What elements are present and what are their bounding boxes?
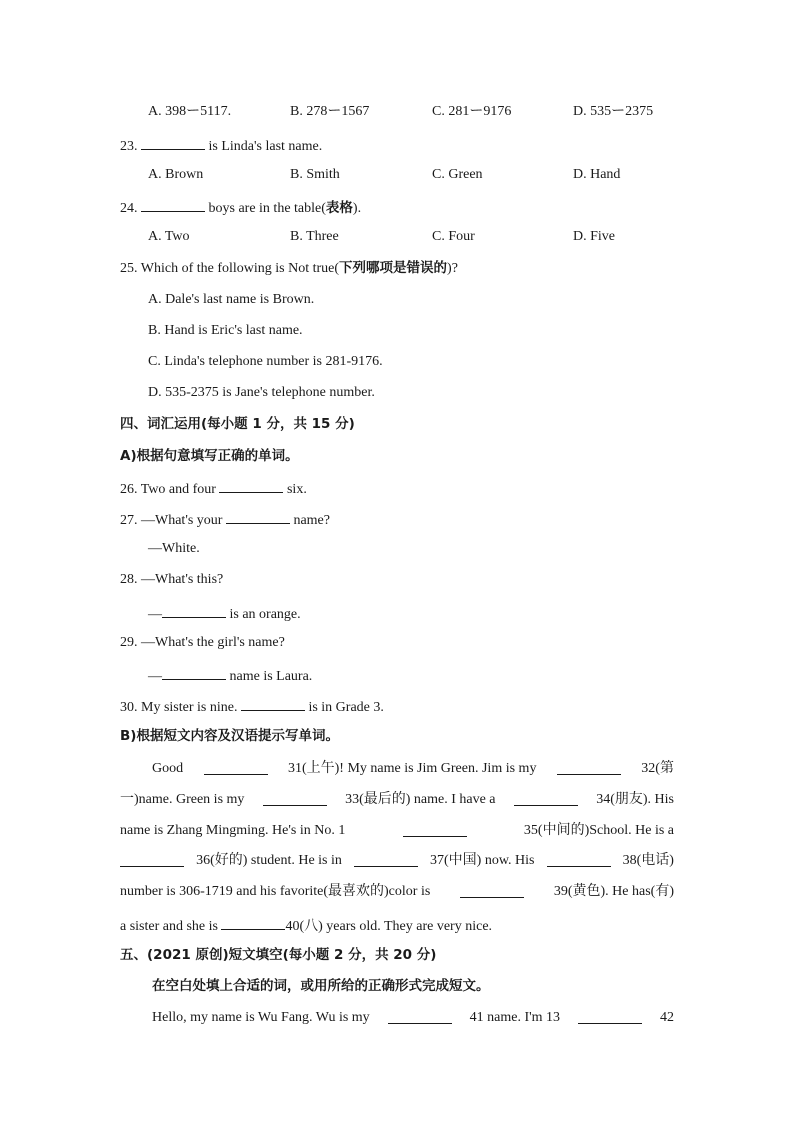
blank-31[interactable] — [204, 760, 268, 775]
blank-33[interactable] — [263, 791, 327, 806]
q29-end: name is Laura. — [226, 669, 313, 684]
q26 — [120, 478, 307, 499]
q27 — [120, 509, 330, 530]
passage-text: 32(第 — [641, 761, 674, 776]
blank-36[interactable] — [120, 852, 184, 867]
q24-stem — [120, 197, 361, 218]
passage-text: 31(上午)! My name is Jim Green. Jim is my — [287, 761, 537, 776]
q29-dash: — — [148, 669, 162, 684]
q25-text: 25. Which of the following is Not true( — [120, 261, 340, 276]
q25-option-d: D. 535-2375 is Jane's telephone number. — [148, 385, 375, 400]
q23-stem — [120, 135, 322, 156]
section5-heading: 五、(2021 原创)短文填空(每小题 2 分，共 20 分) — [120, 947, 437, 963]
passage-line-3 — [120, 822, 674, 840]
section4-part-a: A)根据句意填写正确的单词。 — [120, 448, 299, 464]
q28-answer — [148, 603, 301, 624]
passage-text: 34(朋友). His — [596, 792, 674, 807]
section4-part-b: B)根据短文内容及汉语提示写单词。 — [120, 728, 339, 744]
passage-text: number is 306-1719 and his favorite(最喜欢的)color is — [120, 884, 431, 899]
passage2-text: Hello, my name is Wu Fang. Wu is my — [152, 1010, 370, 1025]
q23-blank[interactable] — [141, 135, 205, 150]
passage-line-6 — [120, 915, 492, 936]
passage2-line-1 — [152, 1009, 674, 1027]
passage-text: 38(电话) — [622, 853, 674, 868]
passage-text: 36(好的) student. He is in — [196, 853, 342, 868]
q29-question: 29. —What's the girl's name? — [120, 635, 285, 650]
passage-text: name is Zhang Mingming. He's in No. 1 — [120, 823, 346, 838]
q23-option-c: C. Green — [432, 167, 483, 182]
passage-text: 33(最后的) name. I have a — [345, 792, 496, 807]
q28-question: 28. —What's this? — [120, 572, 224, 587]
blank-35[interactable] — [403, 822, 467, 837]
blank-42[interactable] — [578, 1009, 642, 1024]
blank-40[interactable] — [221, 915, 285, 930]
q22-option-a: A. 398ー5117. — [148, 104, 232, 119]
q30-text: 30. My sister is nine. — [120, 700, 241, 715]
q29-blank[interactable] — [162, 665, 226, 680]
q24-number: 24. — [120, 201, 141, 216]
q28-blank[interactable] — [162, 603, 226, 618]
passage-text: 39(黄色). He has(有) — [553, 884, 674, 899]
passage-text: 35(中间的)School. He is a — [523, 823, 674, 838]
q27-blank[interactable] — [226, 509, 290, 524]
q23-number: 23. — [120, 139, 141, 154]
q24-option-a: A. Two — [148, 229, 190, 244]
blank-32[interactable] — [557, 760, 621, 775]
q22-option-c: C. 281ー9176 — [432, 104, 512, 119]
q27-text: 27. —What's your — [120, 513, 226, 528]
q26-blank[interactable] — [219, 478, 283, 493]
q26-end: six. — [283, 482, 307, 497]
q30-blank[interactable] — [241, 696, 305, 711]
passage-line-4 — [120, 852, 674, 870]
q23-text: is Linda's last name. — [205, 139, 323, 154]
q23-option-a: A. Brown — [148, 167, 204, 182]
q28-dash: — — [148, 607, 162, 622]
q25-hint: 下列哪项是错误的 — [339, 260, 448, 276]
passage-text: Good — [152, 761, 184, 776]
q26-text: 26. Two and four — [120, 482, 220, 497]
blank-39[interactable] — [460, 883, 524, 898]
q24-blank[interactable] — [141, 197, 205, 212]
q24-option-c: C. Four — [432, 229, 475, 244]
q30 — [120, 696, 384, 717]
blank-41[interactable] — [388, 1009, 452, 1024]
q27-reply: —White. — [148, 541, 200, 556]
passage2-text: 41 name. I'm 13 — [469, 1010, 561, 1025]
passage2-text: 42 — [659, 1010, 674, 1025]
passage-line-1 — [152, 760, 674, 778]
q25-option-a: A. Dale's last name is Brown. — [148, 292, 315, 307]
q24-hint: 表格 — [325, 200, 353, 216]
section5-instructions: 在空白处填上合适的词，或用所给的正确形式完成短文。 — [152, 978, 490, 994]
q28-end: is an orange. — [226, 607, 301, 622]
passage-text: 一)name. Green is my — [120, 792, 245, 807]
q24-text: boys are in the table( — [205, 201, 326, 216]
passage-text: a sister and she is — [120, 919, 222, 934]
q22-option-d: D. 535ー2375 — [573, 104, 654, 119]
blank-34[interactable] — [514, 791, 578, 806]
section4-heading: 四、词汇运用(每小题 1 分，共 15 分) — [120, 416, 355, 432]
blank-37[interactable] — [354, 852, 418, 867]
passage-line-5 — [120, 883, 674, 901]
q22-option-b: B. 278ー1567 — [290, 104, 370, 119]
q25-option-c: C. Linda's telephone number is 281-9176. — [148, 354, 383, 369]
q25-option-b: B. Hand is Eric's last name. — [148, 323, 303, 338]
q23-option-b: B. Smith — [290, 167, 340, 182]
q25-stem — [120, 259, 458, 278]
q24-end: ). — [352, 201, 362, 216]
q24-option-d: D. Five — [573, 229, 615, 244]
q27-end: name? — [289, 513, 330, 528]
passage-text: 40(八) years old. They are very nice. — [285, 919, 493, 934]
q29-answer — [148, 665, 312, 686]
blank-38[interactable] — [547, 852, 611, 867]
q23-option-d: D. Hand — [573, 167, 621, 182]
passage-line-2 — [120, 791, 674, 809]
passage-text: 37(中国) now. His — [430, 853, 535, 868]
q30-end: is in Grade 3. — [304, 700, 384, 715]
q25-end: )? — [447, 261, 458, 276]
q24-option-b: B. Three — [290, 229, 339, 244]
